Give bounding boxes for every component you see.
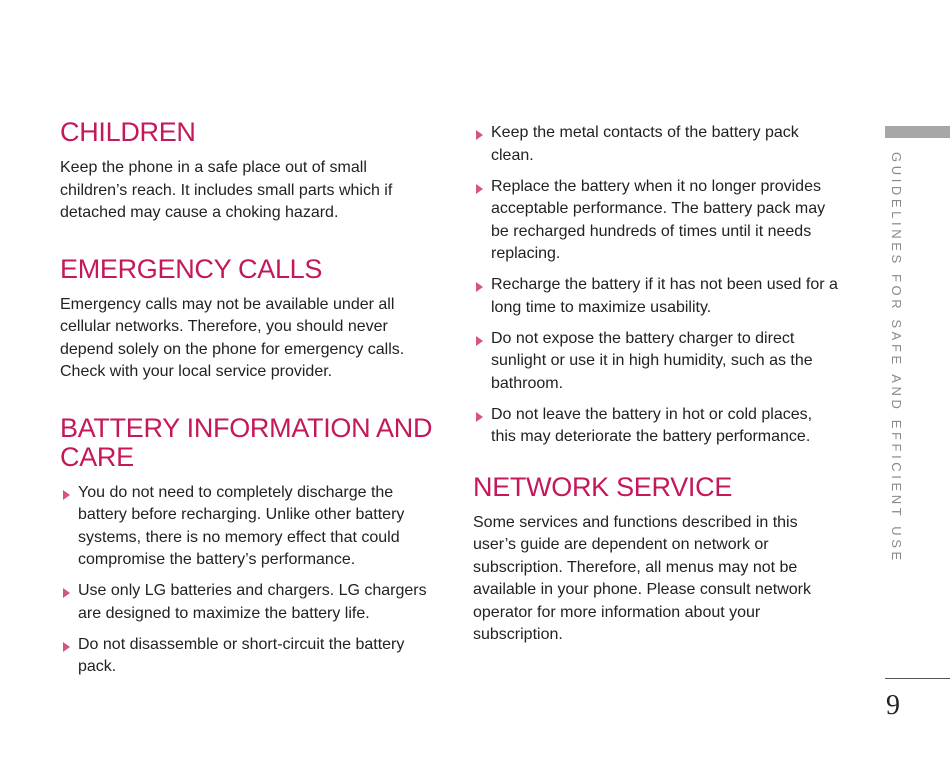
- right-column: [473, 118, 838, 647]
- triangle-bullet-icon: [476, 282, 483, 292]
- battery-bullet-list-continued: [473, 122, 838, 449]
- triangle-bullet-icon: [476, 412, 483, 422]
- bullet-text: Do not disassemble or short-circuit the battery pack.: [78, 635, 405, 675]
- bullet-text: Replace the battery when it no longer provides acceptable performance. The battery pack may be recharged hundreds of times until it needs replacing.: [491, 177, 826, 262]
- emergency-calls-section: [60, 255, 435, 384]
- children-section: [60, 118, 435, 225]
- triangle-bullet-icon: [63, 642, 70, 652]
- battery-heading: BATTERY INFORMATION AND CARE: [60, 412, 433, 472]
- left-column: [60, 118, 435, 687]
- bullet-text: Recharge the battery if it has not been used for a long time to maximize usability.: [491, 276, 838, 316]
- bullet-text: Use only LG batteries and chargers. LG chargers are designed to maximize the battery life.: [78, 582, 427, 622]
- bullet-text: You do not need to completely discharge the battery before recharging. Unlike other battery systems, there is no memory effect that could compromise the battery’s performance.: [78, 483, 405, 568]
- emergency-calls-heading: EMERGENCY CALLS: [60, 253, 323, 284]
- bullet-text: Do not expose the battery charger to direct sunlight or use it in high humidity, such as the bathroom.: [491, 329, 813, 392]
- bullet-item: [473, 404, 838, 449]
- bullet-item: [473, 176, 838, 266]
- triangle-bullet-icon: [63, 490, 70, 500]
- emergency-calls-text: Emergency calls may not be available under all cellular networks. Therefore, you should never depend solely on the phone for emergency calls. Check with your local service provider.: [60, 295, 405, 380]
- battery-bullet-list: [60, 482, 435, 679]
- bullet-item: [473, 328, 838, 396]
- side-tab-bar: [885, 126, 950, 138]
- page-number: 9: [886, 690, 900, 721]
- children-heading: CHILDREN: [60, 117, 196, 147]
- children-text: Keep the phone in a safe place out of small children’s reach. It includes small parts which if detached may cause a choking hazard.: [60, 159, 393, 221]
- bullet-item: [60, 634, 435, 679]
- page-number-rule: [885, 678, 950, 679]
- network-service-text: Some services and functions described in this user’s guide are dependent on network or subscription. Therefore, all menus may not be available in your phone. Please consult network operator for more information about your subscription.: [473, 513, 811, 643]
- battery-section: [60, 414, 435, 679]
- triangle-bullet-icon: [476, 130, 483, 140]
- bullet-item: [60, 482, 435, 572]
- network-service-heading: NETWORK SERVICE: [473, 471, 733, 502]
- bullet-text: Do not leave the battery in hot or cold places, this may deteriorate the battery performance.: [491, 405, 813, 445]
- triangle-bullet-icon: [63, 588, 70, 598]
- bullet-item: [60, 580, 435, 625]
- bullet-item: [473, 122, 838, 167]
- triangle-bullet-icon: [476, 336, 483, 346]
- side-tab-label: GUIDELINES FOR SAFE AND EFFICIENT USE: [889, 152, 904, 564]
- bullet-item: [473, 274, 838, 319]
- triangle-bullet-icon: [476, 184, 483, 194]
- bullet-text: Keep the metal contacts of the battery pack clean.: [491, 124, 799, 164]
- network-service-section: [473, 473, 838, 647]
